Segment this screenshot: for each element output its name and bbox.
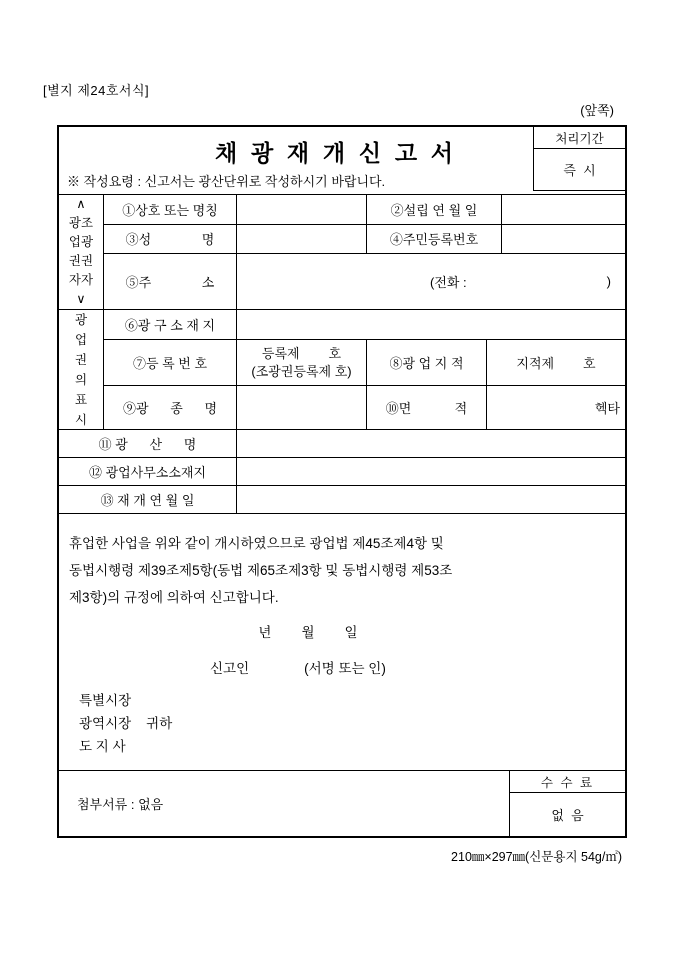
area-field: 헥타 — [594, 401, 620, 417]
fee-value: 없 음 — [551, 808, 584, 823]
paper-spec-note: 210㎜×297㎜(신문용지 54g/㎡) — [451, 850, 622, 864]
processing-time-value: 즉 시 — [563, 163, 596, 178]
date-blank-line: 년 월 일 — [258, 625, 358, 640]
phone-prefix: (전화 : — [429, 274, 467, 290]
recipient-special-mayor: 특별시장 — [79, 693, 132, 708]
area-label: ⑩면 적 — [367, 386, 487, 429]
recipients-block — [79, 689, 611, 758]
address-field — [237, 254, 625, 310]
footer-row — [59, 771, 625, 836]
person-name-label: ③성 명 — [104, 225, 237, 253]
mine-name-label: ⑪ 광 산 명 — [59, 430, 237, 457]
mine-name-field — [237, 430, 625, 457]
recipient-metro-mayor: 광역시장 귀하 — [79, 716, 173, 731]
form-header-row — [59, 127, 625, 195]
resume-date-field — [237, 486, 625, 513]
form-title: 채 광 재 개 신 고 서 — [214, 140, 458, 166]
office-location-label: ⑫ 광업사무소소재지 — [59, 458, 237, 485]
mining-resumption-form — [57, 125, 627, 838]
company-name-field — [237, 195, 367, 224]
row-address — [104, 254, 625, 310]
processing-time-label: 처리기간 — [534, 127, 625, 149]
declaration-section — [59, 514, 625, 771]
holder-section — [59, 195, 625, 310]
row-district-location — [104, 310, 625, 340]
reporter-line — [210, 657, 611, 677]
resume-date-label: ⑬ 재 개 연 월 일 — [59, 486, 237, 513]
side-bracket-top: ∧ — [76, 197, 86, 211]
registration-no-field: 등록제 호 (조광권등록제 호) — [237, 340, 367, 386]
row-mine-name — [59, 430, 625, 458]
resident-no-field — [502, 225, 625, 253]
recipient-governor: 도 지 사 — [79, 739, 126, 754]
address-label: ⑤주 소 — [104, 254, 237, 310]
front-side-note: (앞쪽) — [580, 103, 614, 118]
form-instruction: ※ 작성요령 : 신고서는 광산단위로 작성하시기 바랍니다. — [67, 174, 386, 189]
established-date-field — [502, 195, 625, 224]
row-registration-no — [104, 340, 625, 387]
mining-right-section — [59, 310, 625, 430]
mining-area-label: ⑧광 업 지 적 — [367, 340, 487, 386]
declaration-line-2: 동법시행령 제39조제5항(동법 제65조제3항 및 동법시행령 제53조 — [69, 563, 453, 578]
row-resume-date — [59, 486, 625, 514]
company-name-label: ①상호 또는 명칭 — [104, 195, 237, 224]
mining-area-field: 지적제 호 — [516, 356, 596, 372]
title-area — [59, 127, 533, 194]
office-location-field — [237, 458, 625, 485]
mineral-name-label: ⑨광 종 명 — [104, 386, 237, 429]
district-location-label: ⑥광 구 소 재 지 — [104, 310, 237, 339]
side-bracket-bottom: ∨ — [76, 292, 86, 306]
reporter-label: 신고인 — [210, 661, 250, 676]
phone-suffix: ) — [606, 273, 611, 289]
attachments-label: 첨부서류 : 없음 — [59, 771, 510, 836]
doc-reference: [별지 제24호서식] — [43, 83, 150, 98]
resident-no-label: ④주민등록번호 — [367, 225, 502, 253]
mineral-name-field — [237, 386, 367, 429]
district-location-field — [237, 310, 625, 339]
declaration-line-3: 제3항)의 규정에 의하여 신고합니다. — [69, 590, 279, 605]
fee-label: 수 수 료 — [510, 771, 625, 793]
fee-box — [510, 771, 625, 836]
registration-no-label: ⑦등 록 번 호 — [104, 340, 237, 386]
person-name-field — [237, 225, 367, 253]
established-date-label: ②설립 연 월 일 — [367, 195, 502, 224]
row-person-name — [104, 225, 625, 254]
row-office-location — [59, 458, 625, 486]
signature-note: (서명 또는 인) — [304, 661, 386, 676]
reporter-name-blank — [249, 657, 304, 677]
mining-right-side-label: 광 업 권 의 표 시 — [59, 310, 104, 429]
row-mineral-name — [104, 386, 625, 429]
declaration-line-1: 휴업한 사업을 위와 같이 개시하였으므로 광업법 제45조제4항 및 — [69, 536, 444, 551]
holder-side-label: ∧ 광조 업광 권권 자자 ∨ — [59, 195, 104, 309]
row-company-name — [104, 195, 625, 225]
